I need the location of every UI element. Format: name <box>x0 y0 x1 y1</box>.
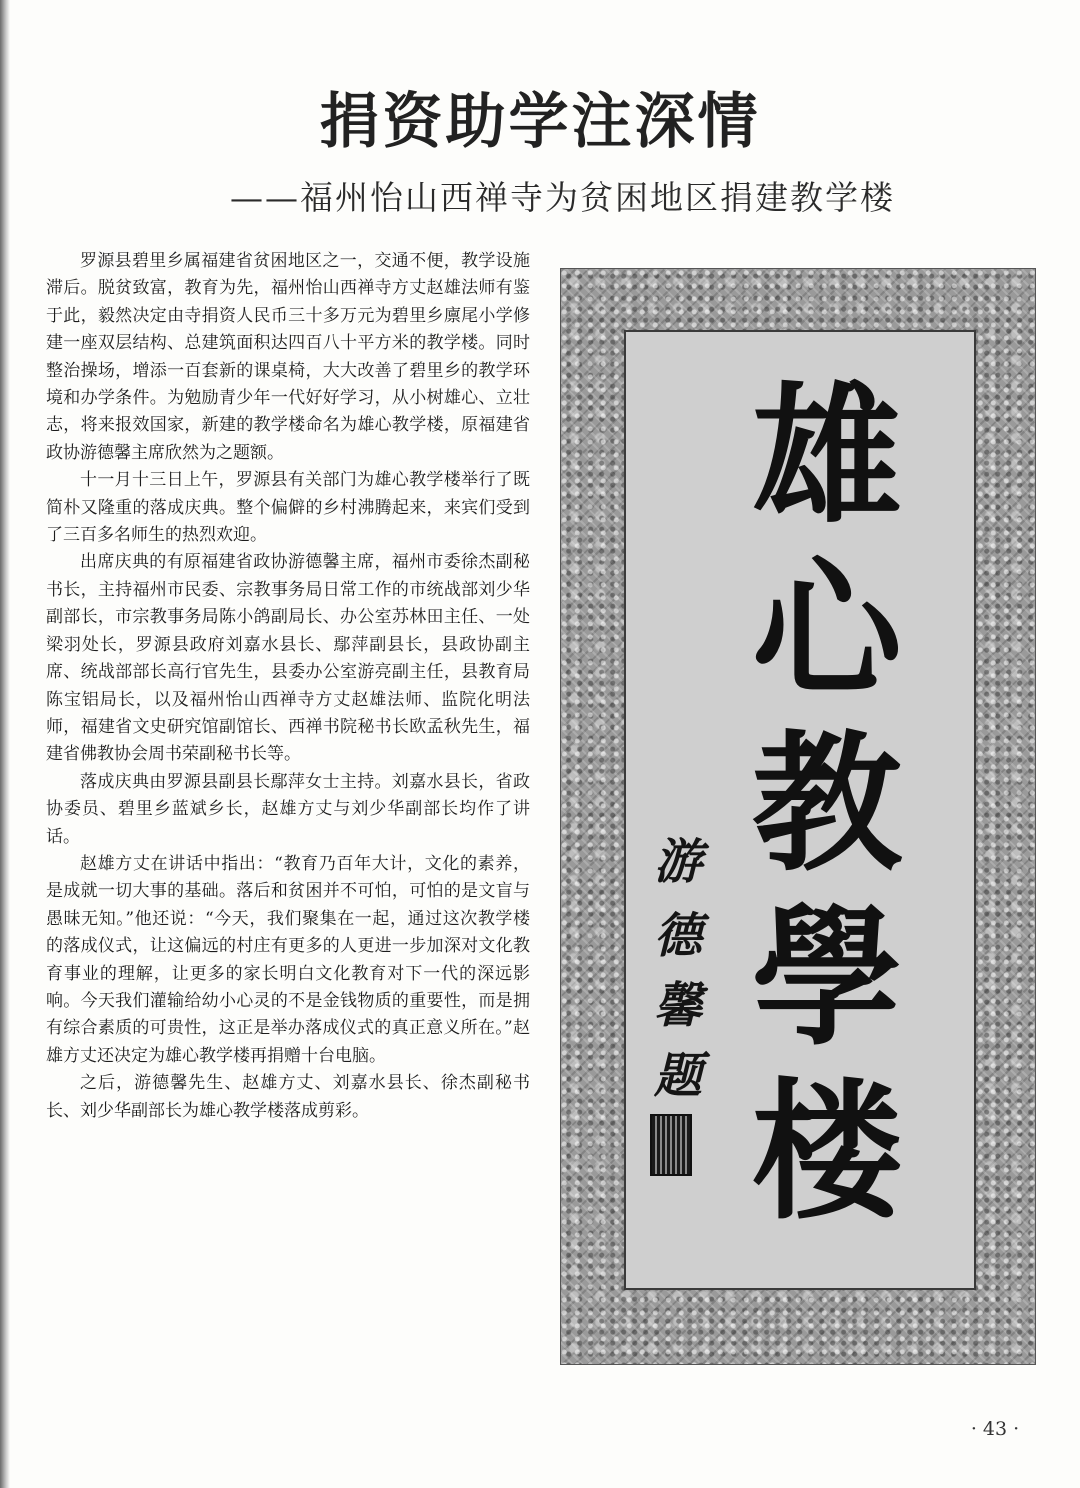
inscription-char-3: 馨 <box>653 978 702 1034</box>
calligraphy-char-4: 學 <box>751 892 902 1066</box>
article-body <box>46 248 530 1125</box>
page-number: · 43 · <box>970 1418 1020 1440</box>
seal-stamp <box>650 1114 692 1176</box>
calligraphy-char-3: 教 <box>751 718 902 892</box>
paragraph-6: 之后，游德馨先生、赵雄方丈、刘嘉水县长、徐杰副秘书长、刘少华副部长为雄心教学楼落成剪彩。 <box>46 1073 530 1121</box>
paragraph-4: 落成庆典由罗源县副县长鄢萍女士主持。刘嘉水县长，省政协委员、碧里乡蓝斌乡长，赵雄方丈与刘少华副部长均作了讲话。 <box>46 771 530 847</box>
inscription-char-1: 游 <box>653 834 702 890</box>
calligraphy-char-2: 心 <box>751 544 902 718</box>
article-title: 捐资助学注深情 <box>319 87 761 157</box>
paragraph-5: 赵雄方丈在讲话中指出：“教育乃百年大计，文化的素养，是成就一切大事的基础。落后和贫困并不可怕，可怕的是文盲与愚昧无知。”他还说：“今天，我们聚集在一起，通过这次教学楼的落成仪式，让这偏远的村庄有更多的人更进一步加深对文化教育事业的理解，让更多的家长明白文化教育对下一代的深远影响。今天我们灌输给幼小心灵的不是金钱物质的重要性，而是拥有综合素质的可贵性，这正是举办落成仪式的真正意义所在。”赵雄方丈还决定为雄心教学楼再捐赠十台电脑。 <box>46 853 530 1066</box>
inscription-char-4: 题 <box>653 1048 702 1104</box>
paragraph-1: 罗源县碧里乡属福建省贫困地区之一，交通不便，教学设施滞后。脱贫致富，教育为先，福州怡山西禅寺方丈赵雄法师有鉴于此，毅然决定由寺捐资人民币三十多万元为碧里乡廪尾小学修建一座双层结构、总建筑面积达四百八十平方米的教学楼。同时整治操场，增添一百套新的课桌椅，大大改善了碧里乡的教学环境和办学条件。为勉励青少年一代好好学习，从小树雄心、立壮志，将来报效国家，新建的教学楼命名为雄心教学楼，原福建省政协游德馨主席欣然为之题额。 <box>46 251 530 463</box>
scan-edge-shadow <box>0 0 10 1488</box>
paragraph-2: 十一月十三日上午，罗源县有关部门为雄心教学楼举行了既简朴又隆重的落成庆典。整个偏僻的乡村沸腾起来，来宾们受到了三百多名师生的热烈欢迎。 <box>46 470 530 546</box>
paragraph-3: 出席庆典的有原福建省政协游德馨主席，福州市委徐杰副秘书长，主持福州市民委、宗教事务局日常工作的市统战部刘少华副部长，市宗教事务局陈小鸽副局长、办公室苏林田主任、一处梁羽处长，罗源县政府刘嘉水县长、鄢萍副县长，县政协副主席、统战部部长高行官先生，县委办公室游亮副主任，县教育局陈宝铝局长，以及福州怡山西禅寺方丈赵雄法师、监院化明法师，福建省文史研究馆副馆长、西禅书院秘书长欧孟秋先生，福建省佛教协会周书荣副秘书长等。 <box>46 552 530 765</box>
inscription-char-2: 德 <box>653 908 702 964</box>
calligraphy-char-1: 雄 <box>751 370 902 544</box>
article-subtitle: ——福州怡山西禅寺为贫困地区捐建教学楼 <box>230 178 895 217</box>
calligraphy-char-5: 楼 <box>751 1066 902 1240</box>
